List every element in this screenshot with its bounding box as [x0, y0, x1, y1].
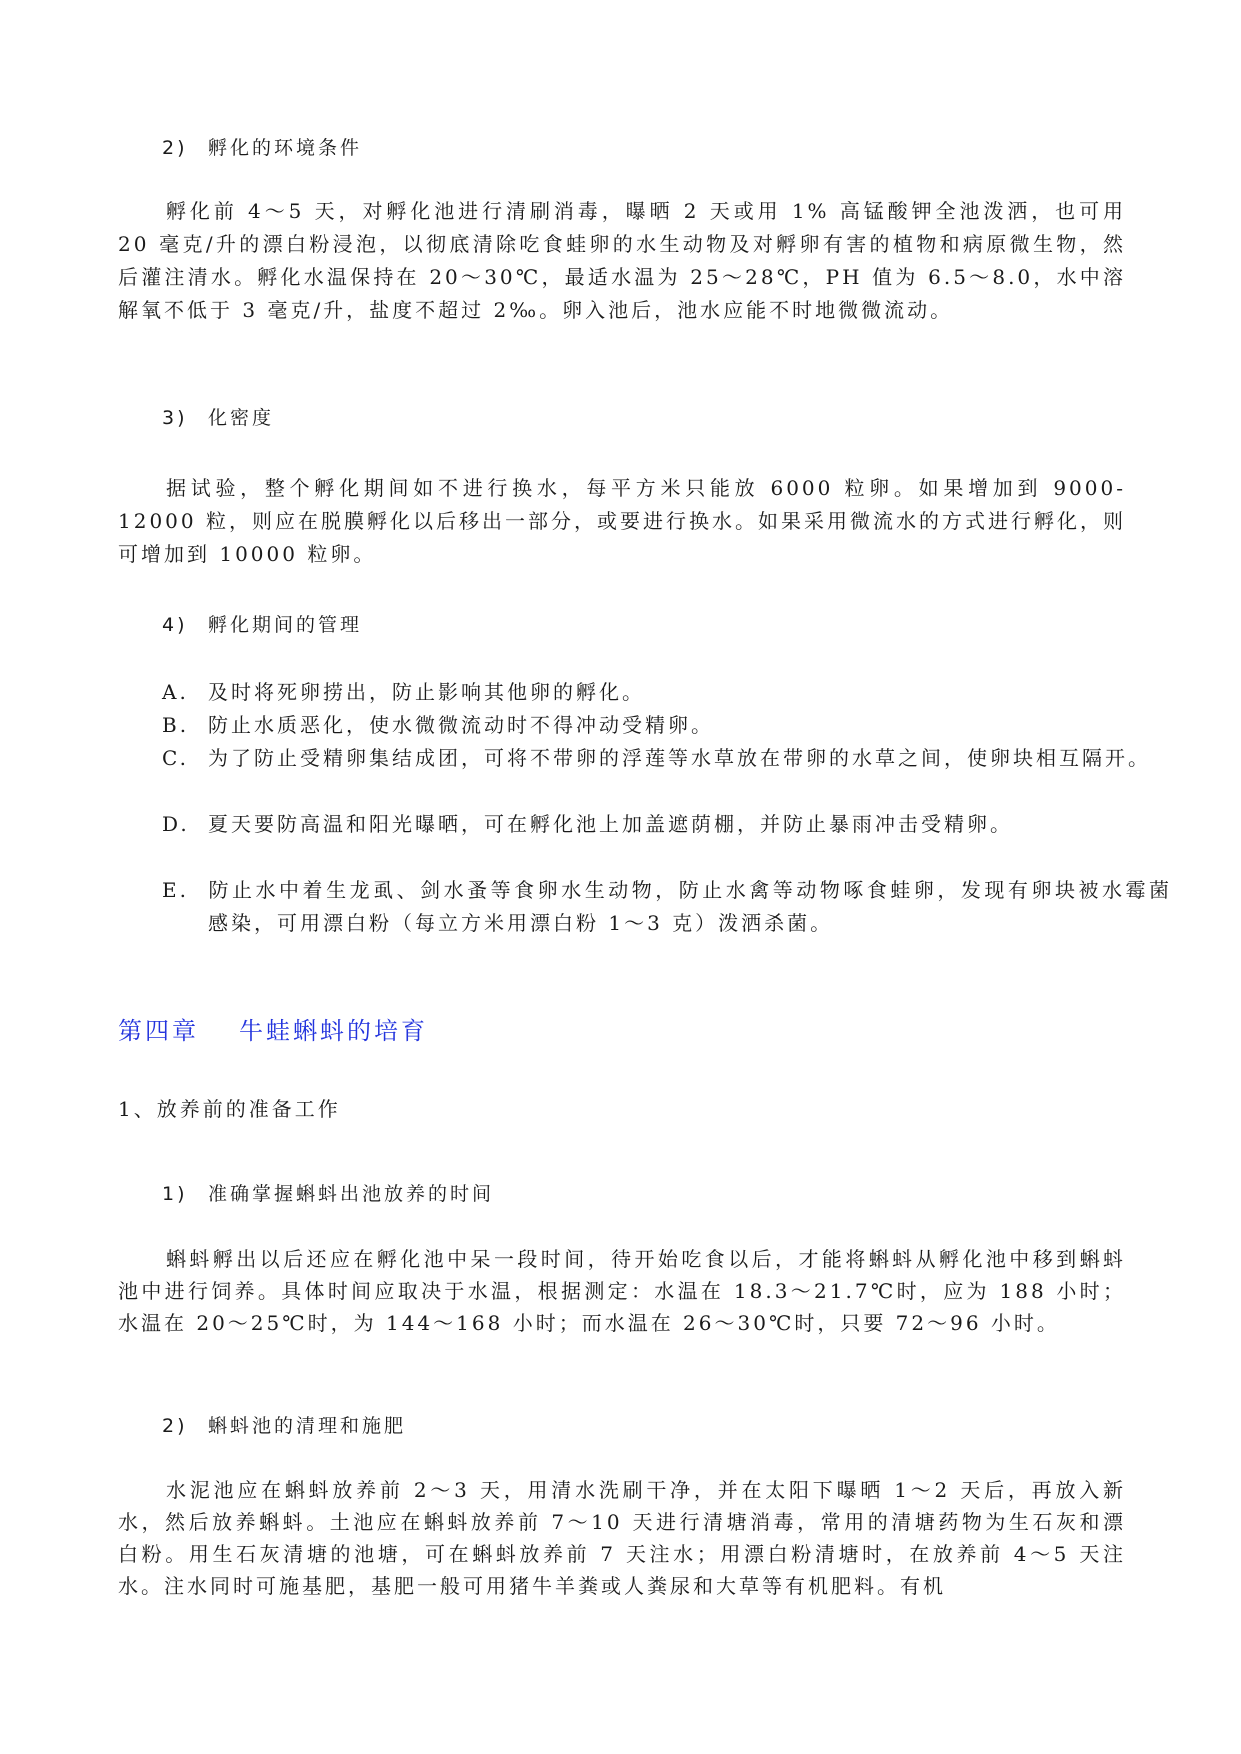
chapter-title: 牛蛙蝌蚪的培育 [239, 1017, 428, 1045]
list-marker: D. [162, 812, 190, 836]
list-marker: E. [162, 878, 189, 902]
section-heading-preparation: 1、放养前的准备工作 [118, 1097, 341, 1121]
list-marker: B. [162, 713, 190, 737]
section-heading-density [162, 403, 274, 430]
section-heading-management [162, 610, 362, 637]
list-item-c [162, 742, 1172, 775]
list-marker: C. [162, 746, 189, 770]
section-title: 蝌蚪池的清理和施肥 [208, 1415, 407, 1437]
chapter-label: 第四章 [118, 1017, 199, 1045]
list-text: 防止水中着生龙虱、剑水蚤等食卵水生动物，防止水禽等动物啄食蛙卵，发现有卵块被水霉菌感染，可用漂白粉（每立方米用漂白粉 1～3 克）泼洒杀菌。 [208, 878, 1172, 935]
list-marker: A. [162, 680, 189, 704]
chapter-heading [118, 1011, 428, 1046]
list-text: 夏天要防高温和阳光曝晒，可在孵化池上加盖遮荫棚，并防止暴雨冲击受精卵。 [208, 812, 1013, 836]
subsection-heading-pond-prep [162, 1411, 406, 1438]
section-title: 化密度 [208, 407, 275, 429]
section-number: 2) [162, 1415, 188, 1437]
list-text: 防止水质恶化，使水微微流动时不得冲动受精卵。 [208, 713, 714, 737]
section-title: 准确掌握蝌蚪出池放养的时间 [208, 1183, 495, 1205]
paragraph-environment: 孵化前 4～5 天，对孵化池进行清刷消毒，曝晒 2 天或用 1% 高锰酸钾全池泼洒，也可用 20 毫克/升的漂白粉浸泡，以彻底清除吃食蛙卵的水生动物及对孵卵有害的植物和病原微生物，然后灌注清水。孵化水温保持在 20～30℃，最适水温为 25～28℃，PH 值为 6.5～8.0，水中溶解氧不低于 3 毫克/升，盐度不超过 2‰。卵入池后，池水应能不时地微微流动。 [118, 199, 1126, 322]
section-title: 孵化期间的管理 [208, 614, 363, 636]
list-text: 为了防止受精卵集结成团，可将不带卵的浮莲等水草放在带卵的水草之间，使卵块相互隔开。 [208, 746, 1151, 770]
section-heading-environment [162, 133, 362, 160]
subsection-heading-timing [162, 1179, 494, 1206]
list-text: 及时将死卵捞出，防止影响其他卵的孵化。 [208, 680, 645, 704]
paragraph-timing: 蝌蚪孵出以后还应在孵化池中呆一段时间，待开始吃食以后，才能将蝌蚪从孵化池中移到蝌蚪池中进行饲养。具体时间应取决于水温，根据测定：水温在 18.3～21.7℃时，应为 188 小时；水温在 20～25℃时，为 144～168 小时；而水温在 26～30℃时，只要 72～96 小时。 [118, 1247, 1126, 1335]
section-number: 2) [162, 137, 188, 159]
paragraph-pond-prep: 水泥池应在蝌蚪放养前 2～3 天，用清水洗刷干净，并在太阳下曝晒 1～2 天后，再放入新水，然后放养蝌蚪。土池应在蝌蚪放养前 7～10 天进行清塘消毒，常用的清塘药物为生石灰和漂白粉。用生石灰清塘的池塘，可在蝌蚪放养前 7 天注水；用漂白粉清塘时，在放养前 4～5 天注水。注水同时可施基肥，基肥一般可用猪牛羊粪或人粪尿和大草等有机肥料。有机 [118, 1478, 1126, 1598]
list-item-d [162, 808, 1172, 841]
list-item-e [162, 874, 1172, 940]
section-number: 4) [162, 614, 188, 636]
list-item-a [162, 676, 1172, 709]
section-number: 1) [162, 1183, 188, 1205]
section-number: 3) [162, 407, 188, 429]
section-title: 孵化的环境条件 [208, 137, 363, 159]
paragraph-density: 据试验，整个孵化期间如不进行换水，每平方米只能放 6000 粒卵。如果增加到 9000-12000 粒，则应在脱膜孵化以后移出一部分，或要进行换水。如果采用微流水的方式进行孵化，则可增加到 10000 粒卵。 [118, 476, 1126, 566]
list-item-b [162, 709, 1172, 742]
